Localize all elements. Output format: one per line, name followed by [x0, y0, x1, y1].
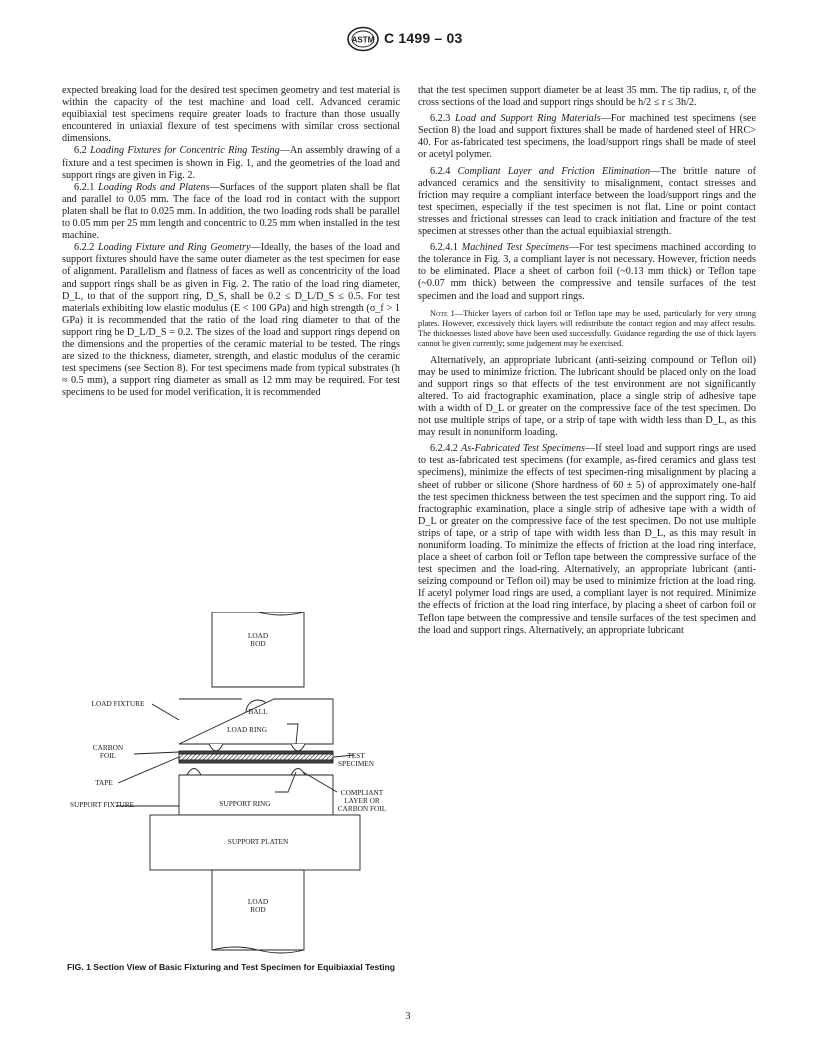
label-ball: BALL [248, 707, 268, 716]
label-load-rod-top: LOAD ROD [247, 631, 269, 648]
label-support-fixture: SUPPORT FIXTURE [69, 800, 135, 809]
carbon-foil-shape [179, 751, 333, 754]
label-support-ring: SUPPORT RING [219, 799, 271, 808]
section-6-2-4-1: 6.2.4.1 Machined Test Specimens—For test specimens machined according to the tolerance in Fig. 3, a compliant layer is not necessary. However, friction needs to be eliminated. Place a sheet of carbon foil (~0.13 mm thick) or Teflon tape (~0.07 mm thick) between the compressive and tensile surfaces of the test specimen and the load and support rings. [418, 242, 757, 302]
document-id: C 1499 – 03 [384, 30, 463, 46]
label-load-ring: LOAD RING [227, 725, 267, 734]
load-rod-top-shape [212, 612, 304, 687]
paragraph: expected breaking load for the desired test specimen geometry and test material is within the capacity of the test machine and load cell. Advanced ceramic equibiaxial test specimens require greater loads to fracture than those usually encountered in uniaxial flexure of test specimens with similar cross sectional dimensions. [62, 85, 400, 145]
svg-text:ASTM: ASTM [351, 35, 375, 45]
figure-caption: FIG. 1 Section View of Basic Fixturing and Test Specimen for Equibiaxial Testing [66, 962, 396, 972]
note-1: Note 1—Thicker layers of carbon foil or Teflon tape may be used, particularly for very strong plates. However, excessively thick layers will redistribute the contact region and may affect results. The thicknesses listed above have been used successfully. Guidance regarding the use of thick layers cannot be given currently; some judgement may be exercised. [418, 308, 756, 348]
left-column [62, 85, 400, 399]
label-carbon-foil: CARBON FOIL [92, 743, 124, 760]
right-column [418, 85, 756, 637]
section-6-2-4-2: 6.2.4.2 As-Fabricated Test Specimens—If steel load and support rings are used to test as-fabricated test specimens (for example, as-fired ceramics and glass test specimens), minimize the effects of test specimen-ring misalignment by placing a sheet of rubber or silicone (Shore hardness of 60 ± 5) of approximately one-half the test specimen thickness between the test specimen and the support ring. To aid fractographic examination, place a single strip of adhesive tape with a width of D_L or greater on the compressive face of the test specimen. Do not use multiple strips of tape, or a strip of tape with width less than D_L, as this may result in nonuniform loading. To minimize the effects of friction at the load ring interface, place a sheet of carbon foil or Teflon tape between the compressive surface of the test specimen and the load-ring. Alternatively, an appropriate lubricant (anti-seizing compound or Teflon oil) may be used to minimize friction at the load ring. If acetyl polymer load rings are used, a compliant layer is not required. Minimize the effects of friction at the load ring interface, by placing a sheet of carbon foil or Teflon tape between the compressive and tensile surfaces of the test specimen and the load and support rings. Alternatively, an appropriate lubricant [418, 443, 756, 636]
astm-logo-icon [346, 26, 380, 52]
page-header [0, 26, 816, 56]
label-load-fixture: LOAD FIXTURE [91, 699, 145, 708]
label-load-rod-bottom: LOAD ROD [247, 897, 269, 914]
paragraph: Alternatively, an appropriate lubricant (anti-seizing compound or Teflon oil) may be used to minimize friction. The lubricant should be placed only on the load and support rings so that effects of the test environment are not significantly altered. To aid fractographic examination, place a single strip of adhesive tape with a width of D_L or greater on the compressive face of the test specimen. Do not use multiple strips of tape, or a strip of tape with width less than D_L, as this may result in nonuniform loading. [418, 354, 756, 439]
section-6-2-2: 6.2.2 Loading Fixture and Ring Geometry—Ideally, the bases of the load and support fixtures should have the same outer diameter as the test specimen for ease of alignment. Parallelism and flatness of faces as well as concentricity of the load and support rings shall be as given in Fig. 2. The ratio of the load ring diameter, D_L, to that of the support ring, D_S, shall be 0.2 ≤ D_L/D_S ≤ 0.5. For test materials exhibiting low elastic modulus (E < 100 GPa) and high strength (σ_f > 1 GPa) it is recommended that the ratio of the load ring diameter to that of the support ring be D_L/D_S = 0.2. The sizes of the load and support rings depend on the dimensions and the properties of the ceramic material to be tested. The rings are sized to the thickness, diameter, strength, and elastic modulus of the ceramic test specimens (see Section 8). For test specimens made from typical substrates (h ≈ 0.5 mm), a support ring diameter as small as 12 mm may be required. For test specimens to be used for model verification, it is recommended [62, 242, 400, 399]
label-tape: TAPE [95, 778, 113, 787]
label-compliant-layer: COMPLIANT LAYER OR CARBON FOIL [337, 788, 387, 813]
section-6-2-3: 6.2.3 Load and Support Ring Materials—For machined test specimens (see Section 8) the load and support fixtures shall be made of hardened steel of HRC> 40. For as-fabricated test specimens, the load/support rings shall be made of steel or acetyl polymer. [418, 113, 756, 161]
section-6-2-4: 6.2.4 Compliant Layer and Friction Elimination—The brittle nature of advanced ceramics and the sensitivity to misalignment, contact stresses and friction may require a compliant interface between the load/support rings and the test specimen, especially if the test specimen is not flat. Line or point contact stresses and frictional stresses can lead to crack initiation and fracture of the test specimen at stresses other than the actual equibiaxial strength. [418, 165, 757, 238]
label-support-platen: SUPPORT PLATEN [227, 837, 289, 846]
section-6-2: 6.2 Loading Fixtures for Concentric Ring Testing—An assembly drawing of a fixture and a test specimen is shown in Fig. 1, and the geometries of the load and support rings are given in Fig. 2. [62, 145, 401, 181]
section-6-2-1: 6.2.1 Loading Rods and Platens—Surfaces of the support platen shall be flat and parallel to 0.05 mm. The face of the load rod in contact with the support platen shall be flat to 0.025 mm. In addition, the two loading rods shall be parallel to 0.05 mm per 25 mm length and concentric to 0.25 mm when installed in the test machine. [62, 181, 400, 242]
support-fixture-shape [179, 775, 333, 815]
label-test-specimen: TEST SPECIMEN [337, 751, 375, 768]
page-number: 3 [405, 1011, 411, 1022]
paragraph: that the test specimen support diameter be at least 35 mm. The tip radius, r, of the cross sections of the load and support rings should be h/2 ≤ r ≤ 3h/2. [418, 85, 756, 109]
figure-1 [62, 612, 400, 992]
specimen-shape [179, 754, 333, 760]
